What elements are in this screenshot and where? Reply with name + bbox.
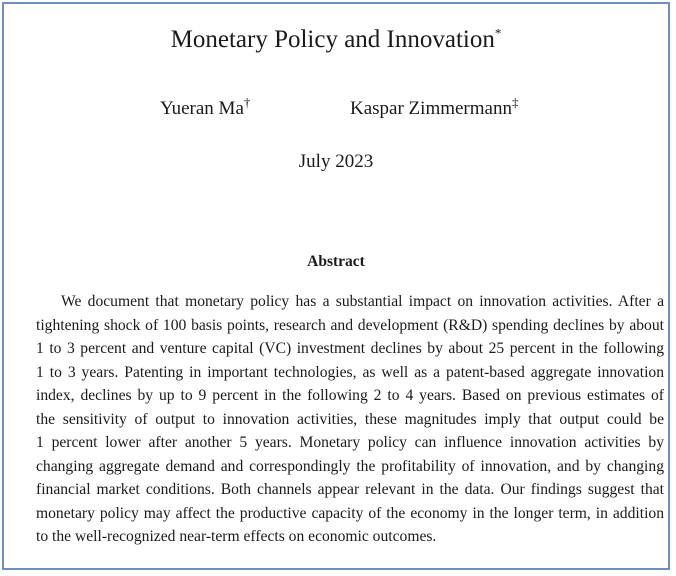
abstract-body: [36, 290, 664, 549]
author-2-name: Kaspar Zimmermann: [350, 98, 512, 119]
abstract-line: to the well-recognized near-term effects on economic outcomes.: [36, 528, 437, 545]
page-frame: [2, 2, 670, 570]
paper-title-text: Monetary Policy and Innovation: [170, 26, 495, 53]
abstract-line: We document that monetary policy has a substantial impact on innovation activities. After a: [61, 293, 664, 310]
author-1: [160, 94, 250, 124]
author-list: [4, 94, 668, 124]
publication-date: July 2023: [298, 151, 374, 172]
author-2: [350, 94, 518, 124]
abstract-line: 1 to 3 percent and venture capital (VC) investment declines by about 25 percent in the following: [36, 340, 664, 357]
abstract-line: 1 percent lower after another 5 years. Monetary policy can influence innovation activities by: [36, 434, 664, 451]
abstract-line: changing aggregate demand and correspondingly the profitability of innovation, and by changing: [36, 457, 664, 475]
abstract-line: index, declines by up to 9 percent in the following 2 to 4 years. Based on previous estimates of: [36, 387, 664, 404]
author-1-name: Yueran Ma: [160, 98, 244, 119]
title-footnote-mark: *: [494, 25, 502, 41]
abstract-heading: Abstract: [307, 253, 365, 270]
abstract-line: tightening shock of 100 basis points, research and development (R&D) spending declines by about: [36, 316, 664, 334]
abstract-line: 1 to 3 years. Patenting in important technologies, as well as a patent-based aggregate innovation: [36, 363, 664, 381]
author-1-footnote-mark: †: [243, 94, 251, 110]
abstract-line: the sensitivity of output to innovation activities, these magnitudes imply that output could be: [36, 410, 664, 428]
author-2-footnote-mark: ‡: [511, 94, 519, 110]
abstract-line: monetary policy may affect the productive capacity of the economy in the longer term, in addition: [36, 504, 664, 522]
paper-title: [4, 24, 668, 56]
abstract-line: financial market conditions. Both channels appear relevant in the data. Our findings suggest that: [36, 481, 664, 498]
